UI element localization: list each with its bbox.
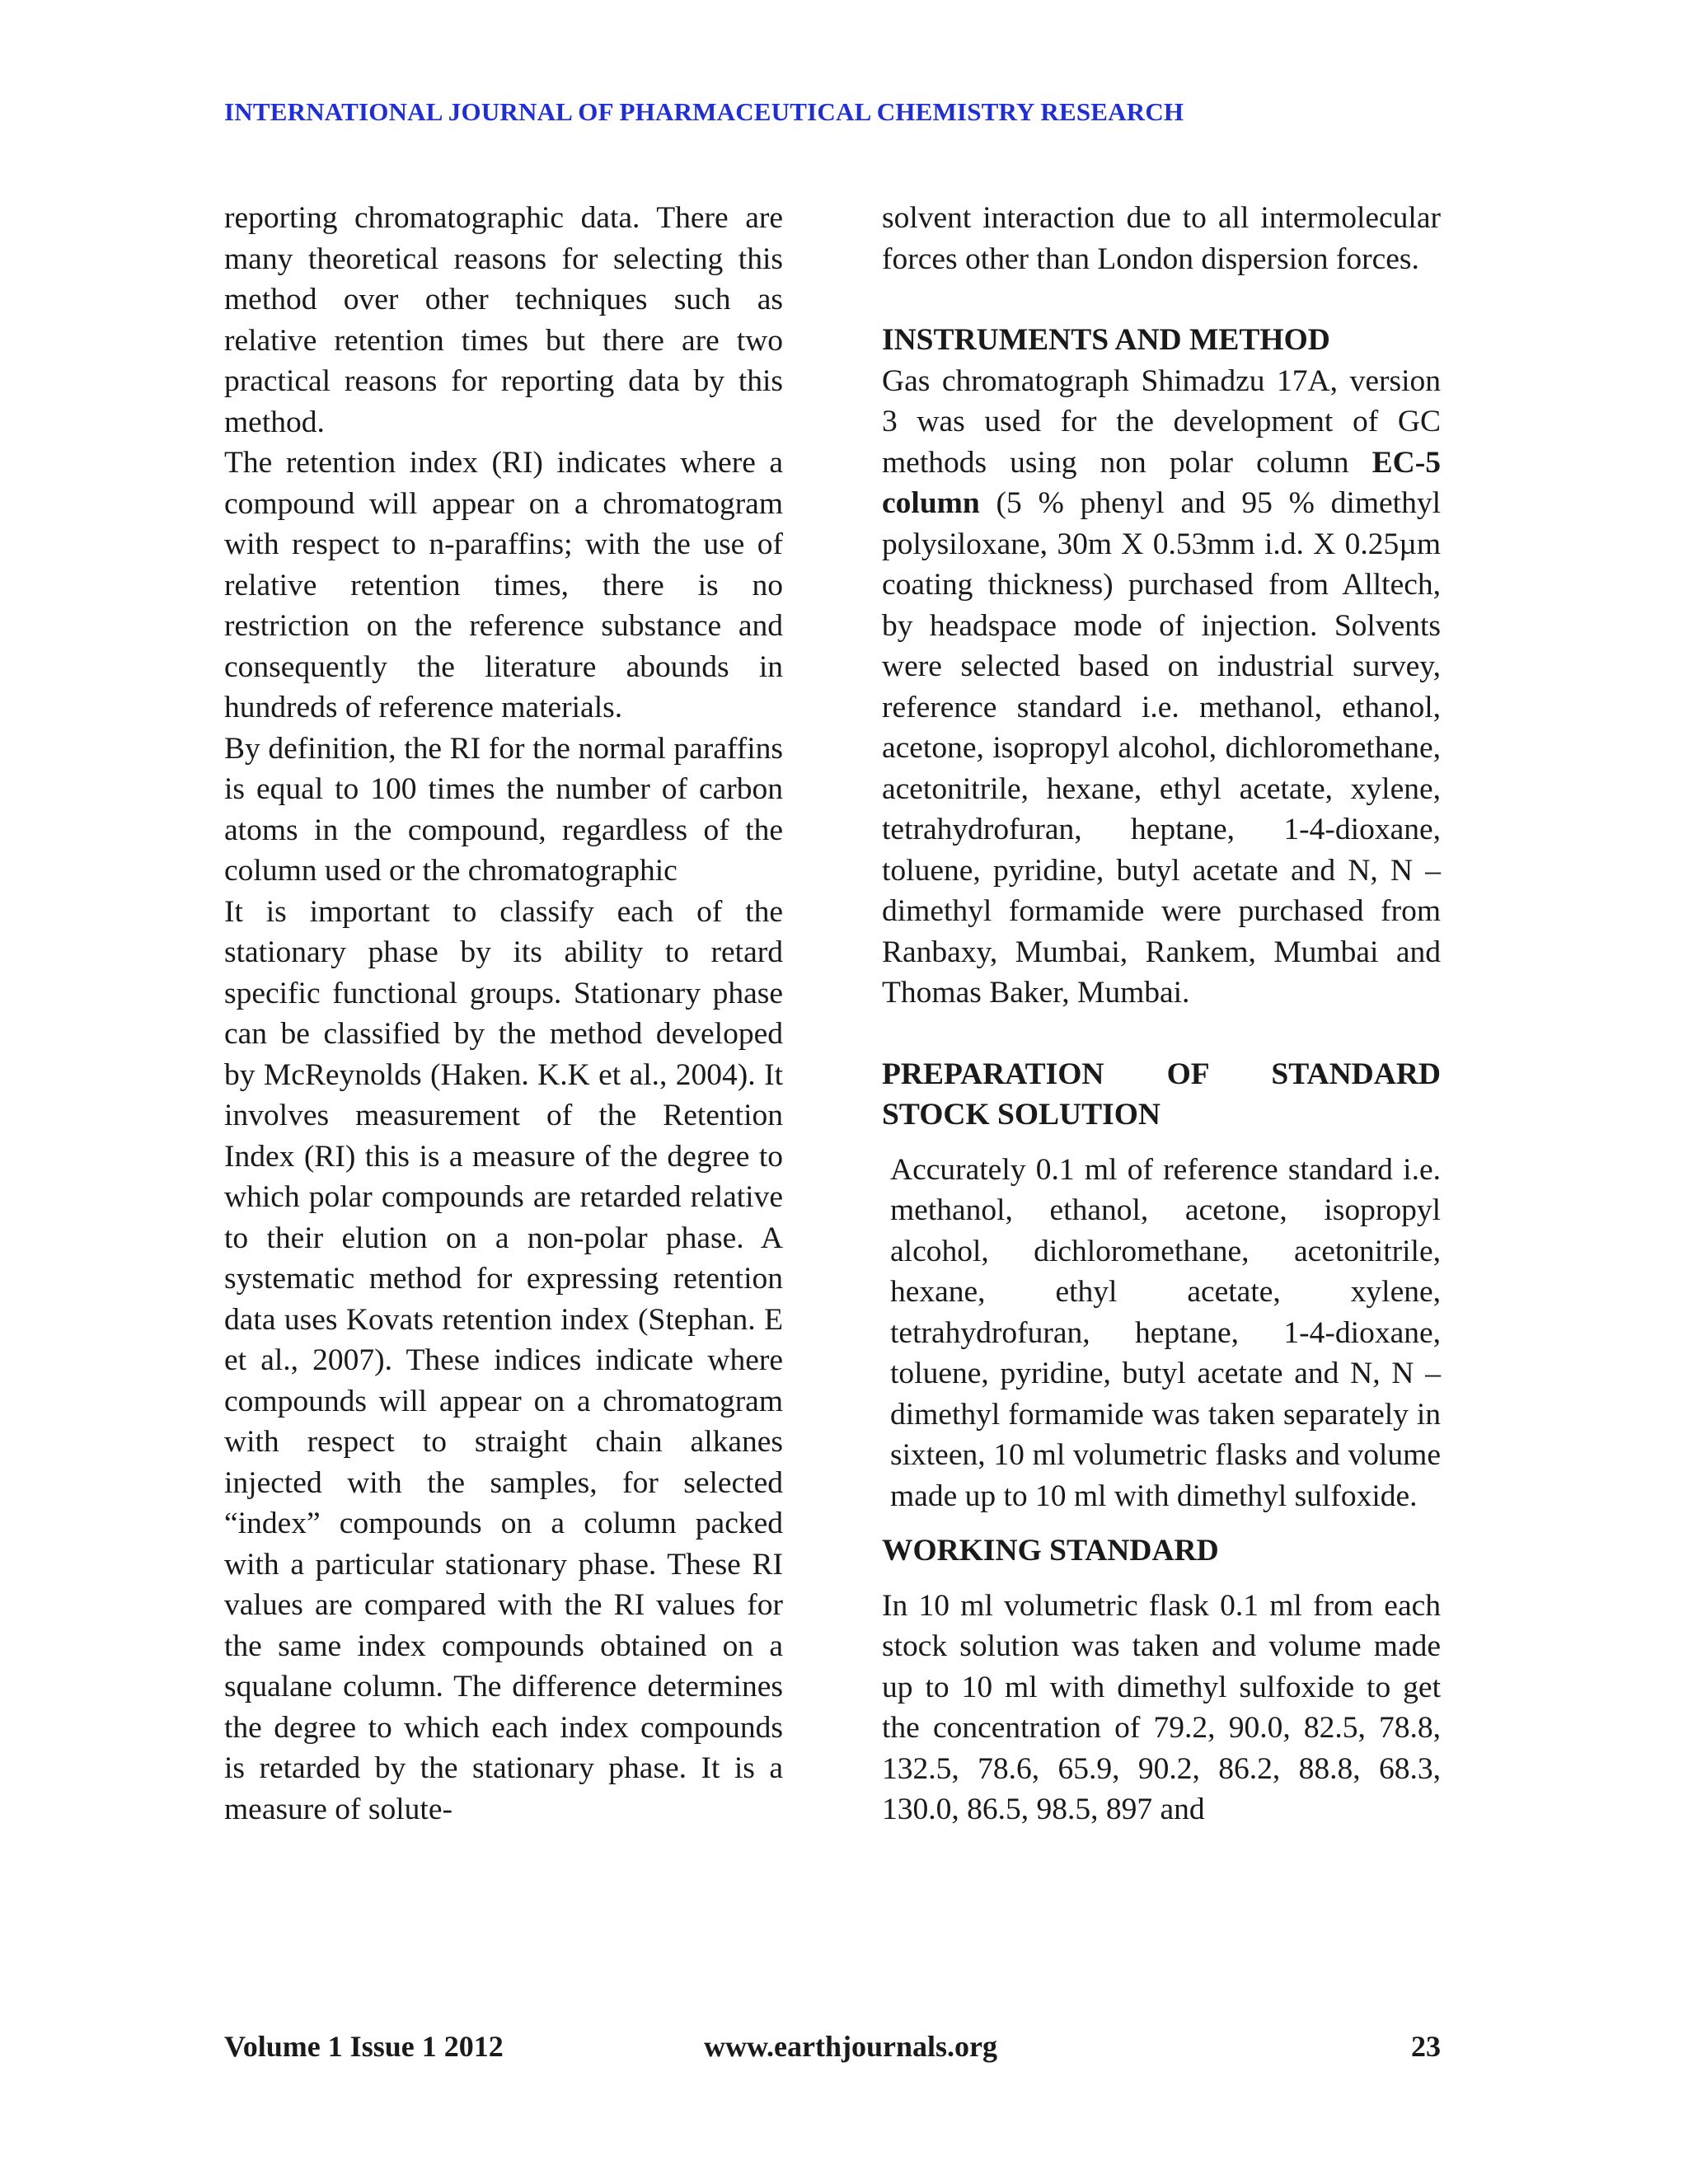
journal-title: INTERNATIONAL JOURNAL OF PHARMACEUTICAL CHEMISTRY RESEARCH bbox=[224, 97, 1184, 126]
left-column bbox=[224, 198, 783, 1830]
heading-instruments: INSTRUMENTS AND METHOD bbox=[882, 323, 1330, 357]
footer-page-number: 23 bbox=[1411, 2030, 1441, 2063]
paragraph-reporting-data: reporting chromatographic data. There are many theoretical reasons for selecting this method over other techniques such as relative retention times but there are two practical reasons for reporting data by this method. bbox=[224, 201, 783, 439]
column-name-bold: EC-5 column bbox=[882, 445, 1441, 520]
footer-website: www.earthjournals.org bbox=[704, 2030, 997, 2063]
heading-stock-solution: PREPARATION OF STANDARD STOCK SOLUTION bbox=[882, 1057, 1441, 1132]
footer-volume: Volume 1 Issue 1 2012 bbox=[224, 2030, 504, 2063]
paragraph-retention-index: The retention index (RI) indicates where a compound will appear on a chromatogram with respect to n-paraffins; with the use of relative retention times, there is no restriction on the reference substance and consequently the literature abounds in hundreds of reference materials. bbox=[224, 446, 783, 724]
page-footer bbox=[224, 2029, 1441, 2069]
paragraph-working-standard: In 10 ml volumetric flask 0.1 ml from each stock solution was taken and volume made up to 10 ml with dimethyl sulfoxide to get the concentration of 79.2, 90.0, 82.5, 78.8, 132.5, 78.6, 65.9, 90.2, 86.2, 88.8, 68.3, 130.0, 86.5, 98.5, 897 and bbox=[882, 1588, 1441, 1826]
instruments-text-end: (5 % phenyl and 95 % dimethyl polysiloxane, 30m X 0.53mm i.d. X 0.25µm coating thickness) purchased from Alltech, by headspace mode of injection. Solvents were selected based on industrial survey, reference standard i.e. methanol, ethanol, acetone, isopropyl alcohol, dichloromethane, acetonitrile, hexane, ethyl acetate, xylene, tetrahydrofuran, heptane, 1-4-dioxane, toluene, pyridine, butyl acetate and N, N –dimethyl formamide were purchased from Ranbaxy, Mumbai, Rankem, Mumbai and Thomas Baker, Mumbai. bbox=[882, 486, 1441, 1010]
paragraph-stationary-phase: It is important to classify each of the stationary phase by its ability to retard specific functional groups. Stationary phase can be classified by the method developed by McReynolds (Haken. K.K et al., 2004). It involves measurement of the Retention Index (RI) this is a measure of the degree to which polar compounds are retarded relative to their elution on a non-polar phase. A systematic method for expressing retention data uses Kovats retention index (Stephan. E et al., 2007). These indices indicate where compounds will appear on a chromatogram with respect to straight chain alkanes injected with the samples, for selected “index” compounds on a column packed with a particular stationary phase. These RI values are compared with the RI values for the same index compounds obtained on a squalane column. The difference determines the degree to which each index compounds is retarded by the stationary phase. It is a measure of solute- bbox=[224, 894, 783, 1826]
paragraph-ri-definition: By definition, the RI for the normal paraffins is equal to 100 times the number of carbon atoms in the compound, regardless of the column used or the chromatographic bbox=[224, 731, 783, 888]
right-column bbox=[882, 198, 1441, 1830]
instruments-text-start: Gas chromatograph Shimadzu 17A, version 3 was used for the development of GC methods using non polar column bbox=[882, 363, 1441, 480]
paragraph-instruments bbox=[882, 361, 1441, 1014]
paragraph-continuation: solvent interaction due to all intermolecular forces other than London dispersion forces. bbox=[882, 201, 1441, 276]
paragraph-stock-solution: Accurately 0.1 ml of reference standard i.e. methanol, ethanol, acetone, isopropyl alcohol, dichloromethane, acetonitrile, hexane, ethyl acetate, xylene, tetrahydrofuran, heptane, 1-4-dioxane, toluene, pyridine, butyl acetate and N, N –dimethyl formamide was taken separately in sixteen, 10 ml volumetric flasks and volume made up to 10 ml with dimethyl sulfoxide. bbox=[890, 1152, 1441, 1513]
heading-working-standard: WORKING STANDARD bbox=[882, 1534, 1219, 1568]
